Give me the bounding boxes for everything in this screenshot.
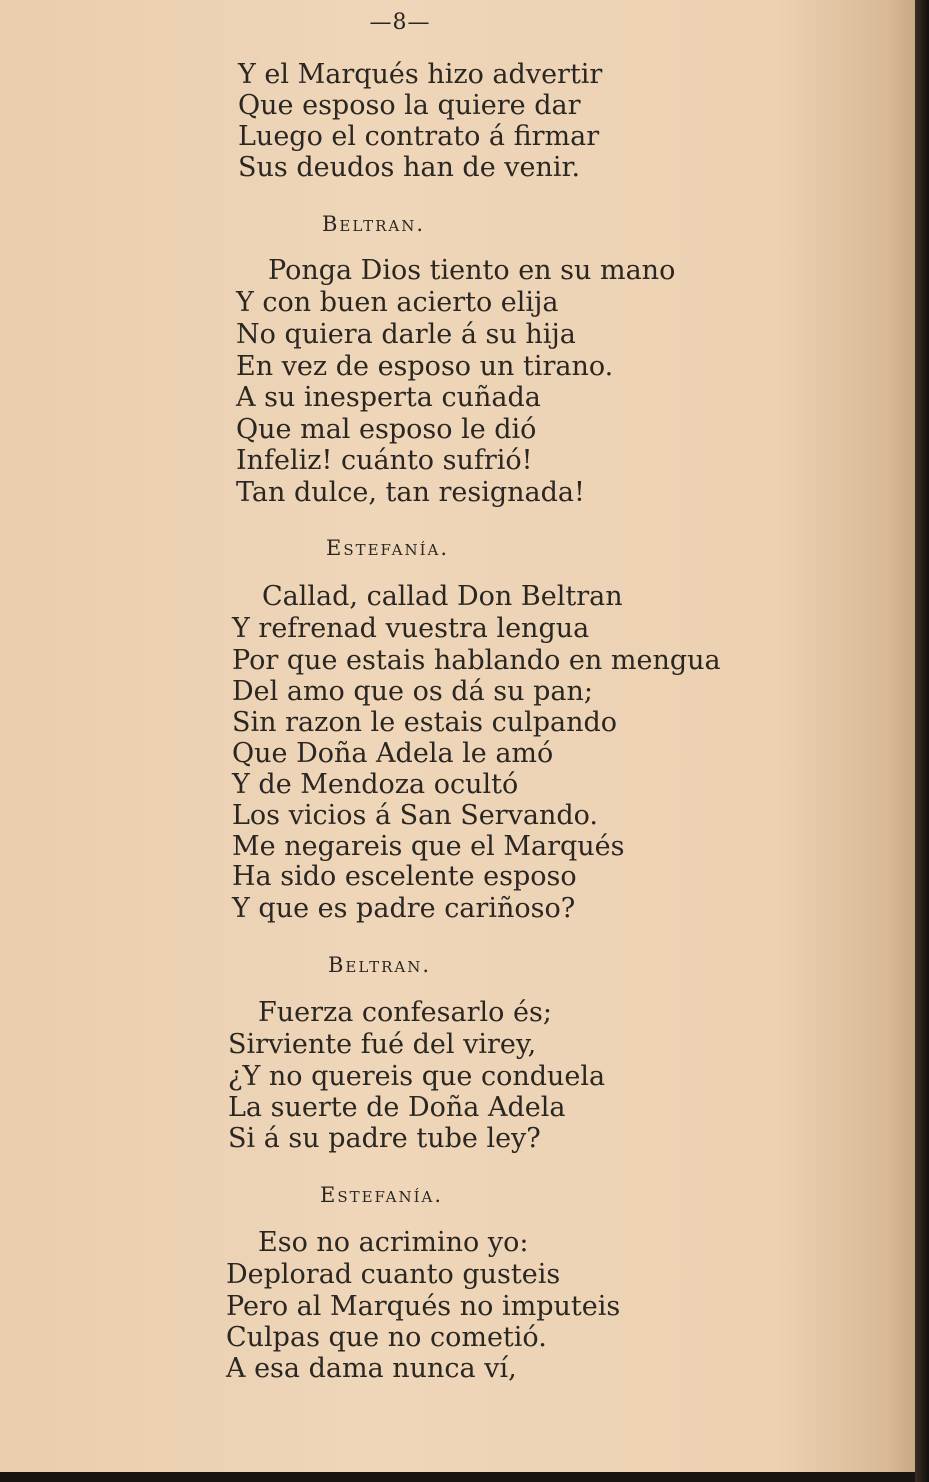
- verse-line: Fuerza confesarlo és;: [258, 997, 552, 1028]
- verse-line: Pero al Marqués no imputeis: [226, 1291, 621, 1322]
- speaker-name: Beltran.: [322, 212, 426, 236]
- verse-line: No quiera darle á su hija: [236, 319, 576, 350]
- verse-line: A su inesperta cuñada: [236, 382, 541, 413]
- verse-line: Infeliz! cuánto sufrió!: [236, 445, 533, 476]
- page-number: —8—: [369, 10, 431, 35]
- verse-line: Tan dulce, tan resignada!: [236, 477, 585, 508]
- verse-line: Eso no acrimino yo:: [258, 1227, 529, 1258]
- verse-line: Callad, callad Don Beltran: [262, 581, 623, 612]
- verse-line: Deplorad cuanto gusteis: [226, 1259, 561, 1290]
- verse-line: Sin razon le estais culpando: [232, 707, 618, 738]
- verse-line: Y refrenad vuestra lengua: [232, 613, 590, 644]
- verse-line: Ponga Dios tiento en su mano: [268, 255, 676, 286]
- verse-line: Y con buen acierto elija: [236, 287, 559, 318]
- verse-line: ¿Y no quereis que conduela: [228, 1061, 606, 1092]
- verse-line: Me negareis que el Marqués: [232, 831, 625, 862]
- verse-line: Del amo que os dá su pan;: [232, 676, 593, 707]
- verse-line: Que esposo la quiere dar: [238, 90, 581, 121]
- book-spine-shadow: [915, 0, 929, 1482]
- verse-line: Sus deudos han de venir.: [238, 152, 581, 183]
- verse-line: Que Doña Adela le amó: [232, 738, 554, 769]
- verse-line: Por que estais hablando en mengua: [232, 645, 721, 676]
- verse-line: Y que es padre cariñoso?: [232, 893, 576, 924]
- speaker-name: Estefanía.: [326, 536, 450, 560]
- verse-line: Y de Mendoza ocultó: [232, 769, 519, 800]
- verse-line: Si á su padre tube ley?: [228, 1123, 541, 1154]
- verse-line: Y el Marqués hizo advertir: [238, 59, 603, 90]
- speaker-name: Beltran.: [328, 953, 432, 977]
- verse-line: Culpas que no cometió.: [226, 1322, 547, 1353]
- verse-line: Sirviente fué del virey,: [228, 1029, 537, 1060]
- verse-line: Que mal esposo le dió: [236, 414, 537, 445]
- verse-line: La suerte de Doña Adela: [228, 1092, 566, 1123]
- verse-line: A esa dama nunca ví,: [226, 1353, 517, 1384]
- verse-line: En vez de esposo un tirano.: [236, 351, 614, 382]
- speaker-name: Estefanía.: [320, 1183, 444, 1207]
- verse-line: Los vicios á San Servando.: [232, 800, 598, 831]
- verse-line: Ha sido escelente esposo: [232, 861, 577, 892]
- verse-line: Luego el contrato á firmar: [238, 121, 600, 152]
